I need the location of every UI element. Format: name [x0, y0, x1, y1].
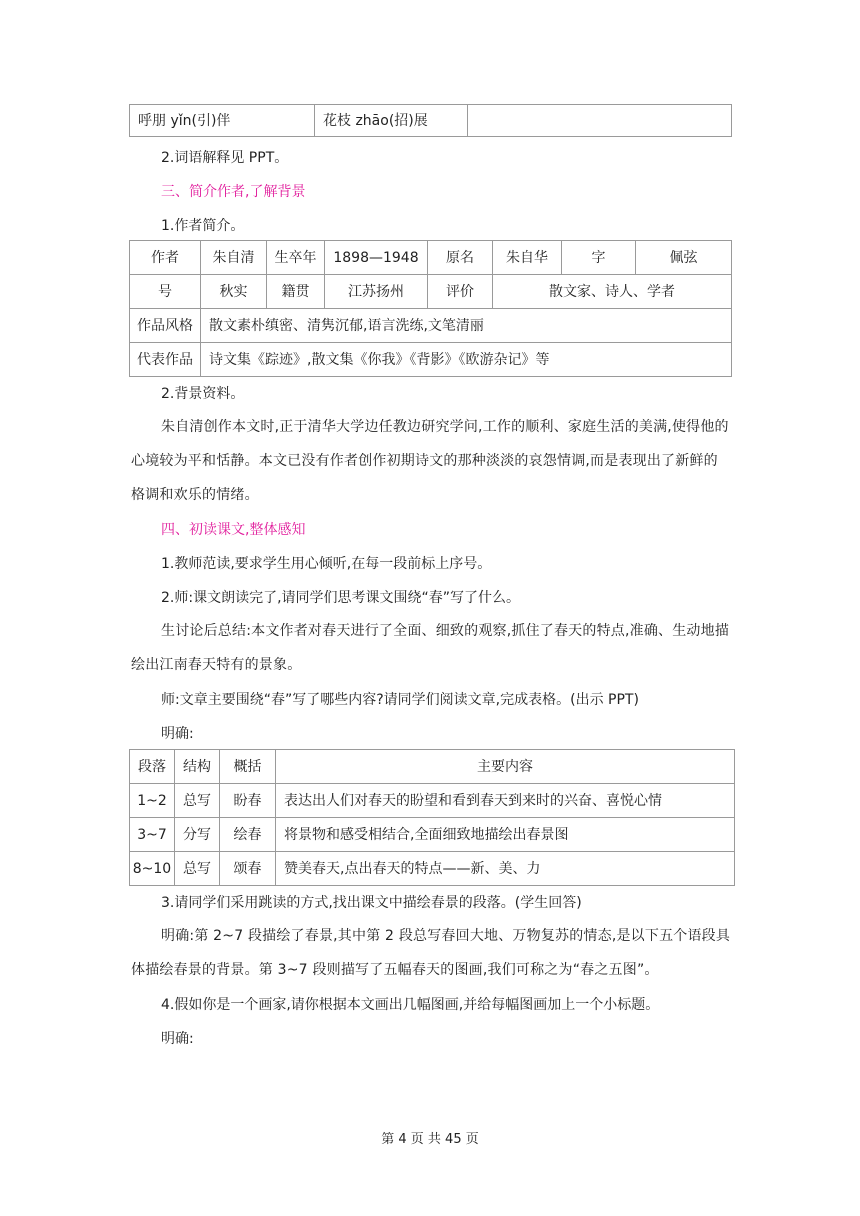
pinyin-table: [129, 104, 732, 137]
structure-cell: 3~7: [130, 818, 175, 852]
table-row: [130, 852, 735, 886]
author-table: [129, 240, 732, 377]
author-table-cell: 朱自华: [493, 241, 562, 275]
author-table-cell: 朱自清: [201, 241, 267, 275]
author-table-cell: 字: [562, 241, 636, 275]
pinyin-cell-zhao: 花枝 zhāo(招)展: [315, 105, 468, 137]
author-table-cell: 原名: [428, 241, 493, 275]
answer-paragraph: 明确:第 2~7 段描绘了春景,其中第 2 段总写春回大地、万物复苏的情态,是以下五个语段具体描绘春景的背景。第 3~7 段则描写了五幅春天的图画,我们可称之为“春之五图”。: [131, 928, 731, 978]
author-table-cell: 代表作品: [130, 343, 201, 377]
structure-table: [129, 749, 735, 886]
structure-header-cell: 概括: [220, 750, 276, 784]
structure-cell: 8~10: [130, 852, 175, 886]
structure-cell: 赞美春天,点出春天的特点——新、美、力: [276, 852, 735, 886]
structure-cell: 颂春: [220, 852, 276, 886]
author-table-cell: 籍贯: [267, 275, 325, 309]
step-4: 4.假如你是一个画家,请你根据本文画出几幅图画,并给每幅图画加上一个小标题。: [161, 997, 660, 1013]
author-intro-label: 1.作者简介。: [161, 218, 245, 234]
section-heading-4: 四、初读课文,整体感知: [161, 522, 306, 538]
summary-paragraph: 生讨论后总结:本文作者对春天进行了全面、细致的观察,抓住了春天的特点,准确、生动地描绘出江南春天特有的景象。: [131, 623, 730, 673]
structure-cell: 分写: [175, 818, 220, 852]
structure-cell: 总写: [175, 852, 220, 886]
table-row: [130, 784, 735, 818]
structure-header-cell: 主要内容: [276, 750, 735, 784]
author-table-cell: 佩弦: [636, 241, 732, 275]
structure-cell: 盼春: [220, 784, 276, 818]
author-table-cell: 江苏扬州: [325, 275, 428, 309]
structure-cell: 绘春: [220, 818, 276, 852]
structure-cell: 表达出人们对春天的盼望和看到春天到来时的兴奋、喜悦心情: [276, 784, 735, 818]
author-table-cell: 秋实: [201, 275, 267, 309]
author-table-cell: 评价: [428, 275, 493, 309]
teacher-question: 师:文章主要围绕“春”写了哪些内容?请同学们阅读文章,完成表格。(出示 PPT): [161, 692, 639, 708]
page-footer: 第 4 页 共 45 页: [381, 1132, 479, 1147]
author-table-cell: 生卒年: [267, 241, 325, 275]
structure-header-cell: 结构: [175, 750, 220, 784]
structure-cell: 1~2: [130, 784, 175, 818]
pinyin-cell-yin: 呼朋 yǐn(引)伴: [130, 105, 315, 137]
step-3: 3.请同学们采用跳读的方式,找出课文中描绘春景的段落。(学生回答): [161, 895, 582, 911]
author-table-cell: 作品风格: [130, 309, 201, 343]
structure-cell: 总写: [175, 784, 220, 818]
structure-cell: 将景物和感受相结合,全面细致地描绘出春景图: [276, 818, 735, 852]
author-table-cell: 作者: [130, 241, 201, 275]
author-table-cell: 诗文集《踪迹》,散文集《你我》《背影》《欧游杂记》等: [201, 343, 732, 377]
author-table-cell: 号: [130, 275, 201, 309]
answer-label-2: 明确:: [161, 1031, 194, 1047]
pinyin-cell-empty: [468, 105, 732, 137]
answer-label: 明确:: [161, 726, 194, 742]
author-table-cell: 散文家、诗人、学者: [493, 275, 732, 309]
author-table-cell: 1898—1948: [325, 241, 428, 275]
background-label: 2.背景资料。: [161, 386, 245, 402]
background-paragraph: 朱自清创作本文时,正于清华大学边任教边研究学问,工作的顺利、家庭生活的美满,使得他的心境较为平和恬静。本文已没有作者创作初期诗文的那种淡淡的哀怨情调,而是表现出了新鲜的格调和欢乐的情绪。: [131, 419, 729, 503]
structure-header-cell: 段落: [130, 750, 175, 784]
step-1: 1.教师范读,要求学生用心倾听,在每一段前标上序号。: [161, 556, 492, 572]
table-row: [130, 818, 735, 852]
step-2: 2.师:课文朗读完了,请同学们思考课文围绕“春”写了什么。: [161, 590, 521, 606]
author-table-cell: 散文素朴缜密、清隽沉郁,语言洗练,文笔清丽: [201, 309, 732, 343]
section-heading-3: 三、简介作者,了解背景: [161, 184, 306, 200]
vocab-note: 2.词语解释见 PPT。: [161, 150, 289, 166]
